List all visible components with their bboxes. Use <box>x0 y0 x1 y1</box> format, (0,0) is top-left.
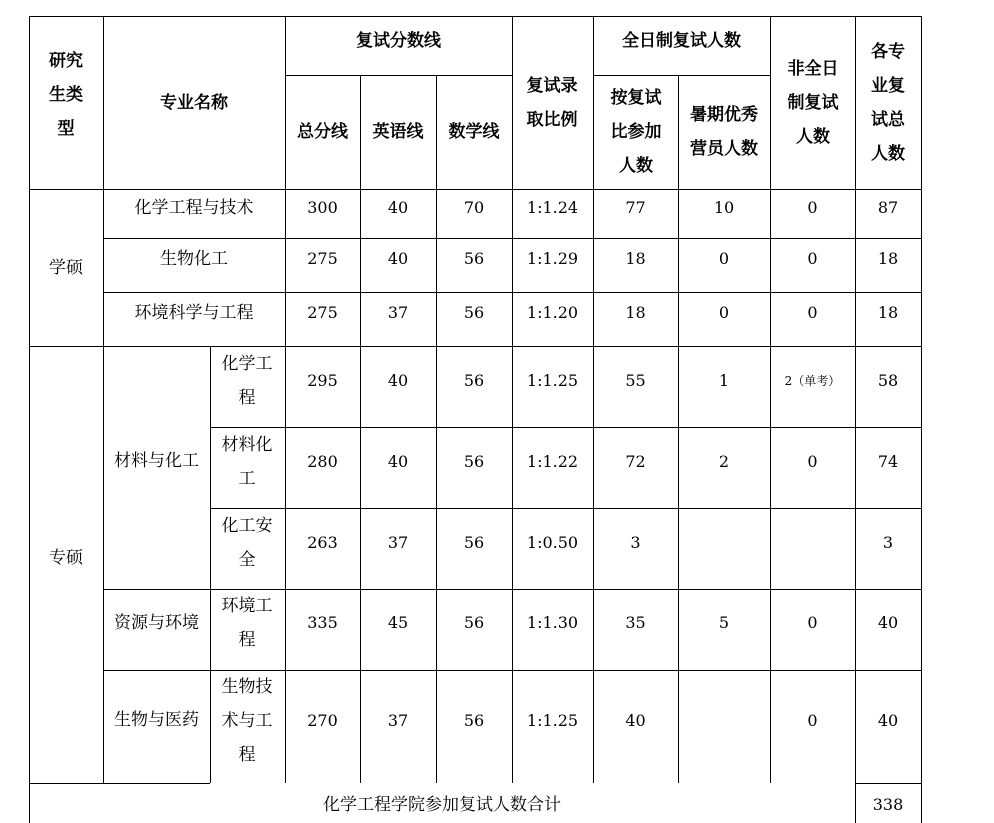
header-score-group: 复试分数线 <box>356 31 441 51</box>
total-line-value: 263 <box>307 533 338 552</box>
sum-value: 74 <box>877 452 899 471</box>
english-line-value: 40 <box>387 452 409 471</box>
sum-value: 58 <box>877 371 899 390</box>
english-line-value: 40 <box>387 249 409 268</box>
camp-value: 0 <box>718 249 730 268</box>
ratio-value: 1:1.24 <box>526 198 579 217</box>
parttime-value: 0 <box>807 303 818 322</box>
camp-value: 1 <box>718 371 730 390</box>
parttime-value: 0 <box>807 249 818 268</box>
by-ratio-value: 55 <box>625 371 646 390</box>
sub-major-name: 材料化工 <box>221 435 273 489</box>
footer-total: 338 <box>872 794 904 814</box>
by-ratio-value: 72 <box>625 452 646 471</box>
sum-value: 40 <box>877 711 899 730</box>
total-line-value: 280 <box>307 452 338 471</box>
sum-value: 40 <box>877 613 899 632</box>
total-line-value: 300 <box>307 198 338 217</box>
total-line-value: 270 <box>307 711 338 730</box>
header-ratio: 复试录取比例 <box>526 75 578 130</box>
header-total-per-major: 各专业复试总人数 <box>871 41 905 164</box>
header-total-line: 总分线 <box>297 122 348 142</box>
math-line-value: 56 <box>463 452 485 471</box>
sub-major-name: 化学工程 <box>221 354 273 408</box>
header-fulltime-group: 全日制复试人数 <box>622 31 741 51</box>
header-major: 专业名称 <box>160 92 228 113</box>
total-line-value: 275 <box>307 249 338 268</box>
header-summer-camp: 暑期优秀营员人数 <box>690 105 758 159</box>
ratio-value: 1:1.25 <box>526 371 579 390</box>
by-ratio-value: 77 <box>625 198 646 217</box>
by-ratio-value: 40 <box>625 711 646 730</box>
header-english-line: 英语线 <box>372 122 424 142</box>
parttime-value: 0 <box>807 452 818 471</box>
sub-major-name: 生物技术与工程 <box>221 677 273 765</box>
header-by-ratio: 按复试比参加人数 <box>610 88 662 176</box>
camp-value <box>678 508 770 578</box>
math-line-value: 56 <box>463 303 485 322</box>
major-name: 环境科学与工程 <box>134 303 254 323</box>
type-professional: 专硕 <box>49 547 83 568</box>
ratio-value: 1:0.50 <box>526 533 579 552</box>
camp-value <box>678 670 770 772</box>
by-ratio-value: 35 <box>625 613 646 632</box>
parttime-value: 0 <box>807 711 818 730</box>
major-name: 生物化工 <box>160 249 228 269</box>
english-line-value: 40 <box>387 371 409 390</box>
total-line-value: 335 <box>307 613 338 632</box>
camp-value: 0 <box>718 303 730 322</box>
rule <box>921 16 922 823</box>
parttime-value: 2（单考） <box>784 374 841 388</box>
math-line-value: 56 <box>463 249 485 268</box>
ratio-value: 1:1.22 <box>526 452 579 471</box>
ratio-value: 1:1.25 <box>526 711 579 730</box>
header-type: 研究生类型 <box>49 51 83 139</box>
rule <box>855 783 922 784</box>
math-line-value: 56 <box>463 613 485 632</box>
math-line-value: 70 <box>463 198 485 217</box>
rule <box>210 346 211 783</box>
sum-value: 18 <box>877 249 899 268</box>
parttime-value <box>770 508 855 578</box>
sub-major-name: 环境工程 <box>221 596 273 650</box>
total-line-value: 295 <box>307 371 338 390</box>
ratio-value: 1:1.30 <box>526 613 579 632</box>
total-line-value: 275 <box>307 303 338 322</box>
camp-value: 5 <box>718 613 730 632</box>
sum-value: 87 <box>877 198 899 217</box>
by-ratio-value: 18 <box>625 303 646 322</box>
sum-value: 18 <box>877 303 899 322</box>
sub-major-name: 化工安全 <box>221 516 273 570</box>
rule <box>29 783 210 784</box>
parttime-value: 0 <box>807 613 818 632</box>
type-academic: 学硕 <box>49 257 83 278</box>
header-parttime: 非全日制复试人数 <box>787 58 839 147</box>
english-line-value: 40 <box>387 198 409 217</box>
english-line-value: 37 <box>387 303 409 322</box>
group-name: 生物与医药 <box>114 710 199 730</box>
english-line-value: 37 <box>387 711 409 730</box>
camp-value: 2 <box>718 452 730 471</box>
math-line-value: 56 <box>463 371 485 390</box>
ratio-value: 1:1.20 <box>526 303 579 322</box>
header-math-line: 数学线 <box>448 122 500 142</box>
by-ratio-value: 3 <box>630 533 641 552</box>
english-line-value: 45 <box>387 613 409 632</box>
sum-value: 3 <box>882 533 894 552</box>
camp-value: 10 <box>713 198 735 217</box>
parttime-value: 0 <box>807 198 818 217</box>
math-line-value: 56 <box>463 533 485 552</box>
major-name: 化学工程与技术 <box>134 198 254 218</box>
footer-label: 化学工程学院参加复试人数合计 <box>323 794 561 815</box>
english-line-value: 37 <box>387 533 409 552</box>
group-name: 资源与环境 <box>114 613 199 633</box>
group-name: 材料与化工 <box>114 451 199 471</box>
ratio-value: 1:1.29 <box>526 249 579 268</box>
by-ratio-value: 18 <box>625 249 646 268</box>
math-line-value: 56 <box>463 711 485 730</box>
